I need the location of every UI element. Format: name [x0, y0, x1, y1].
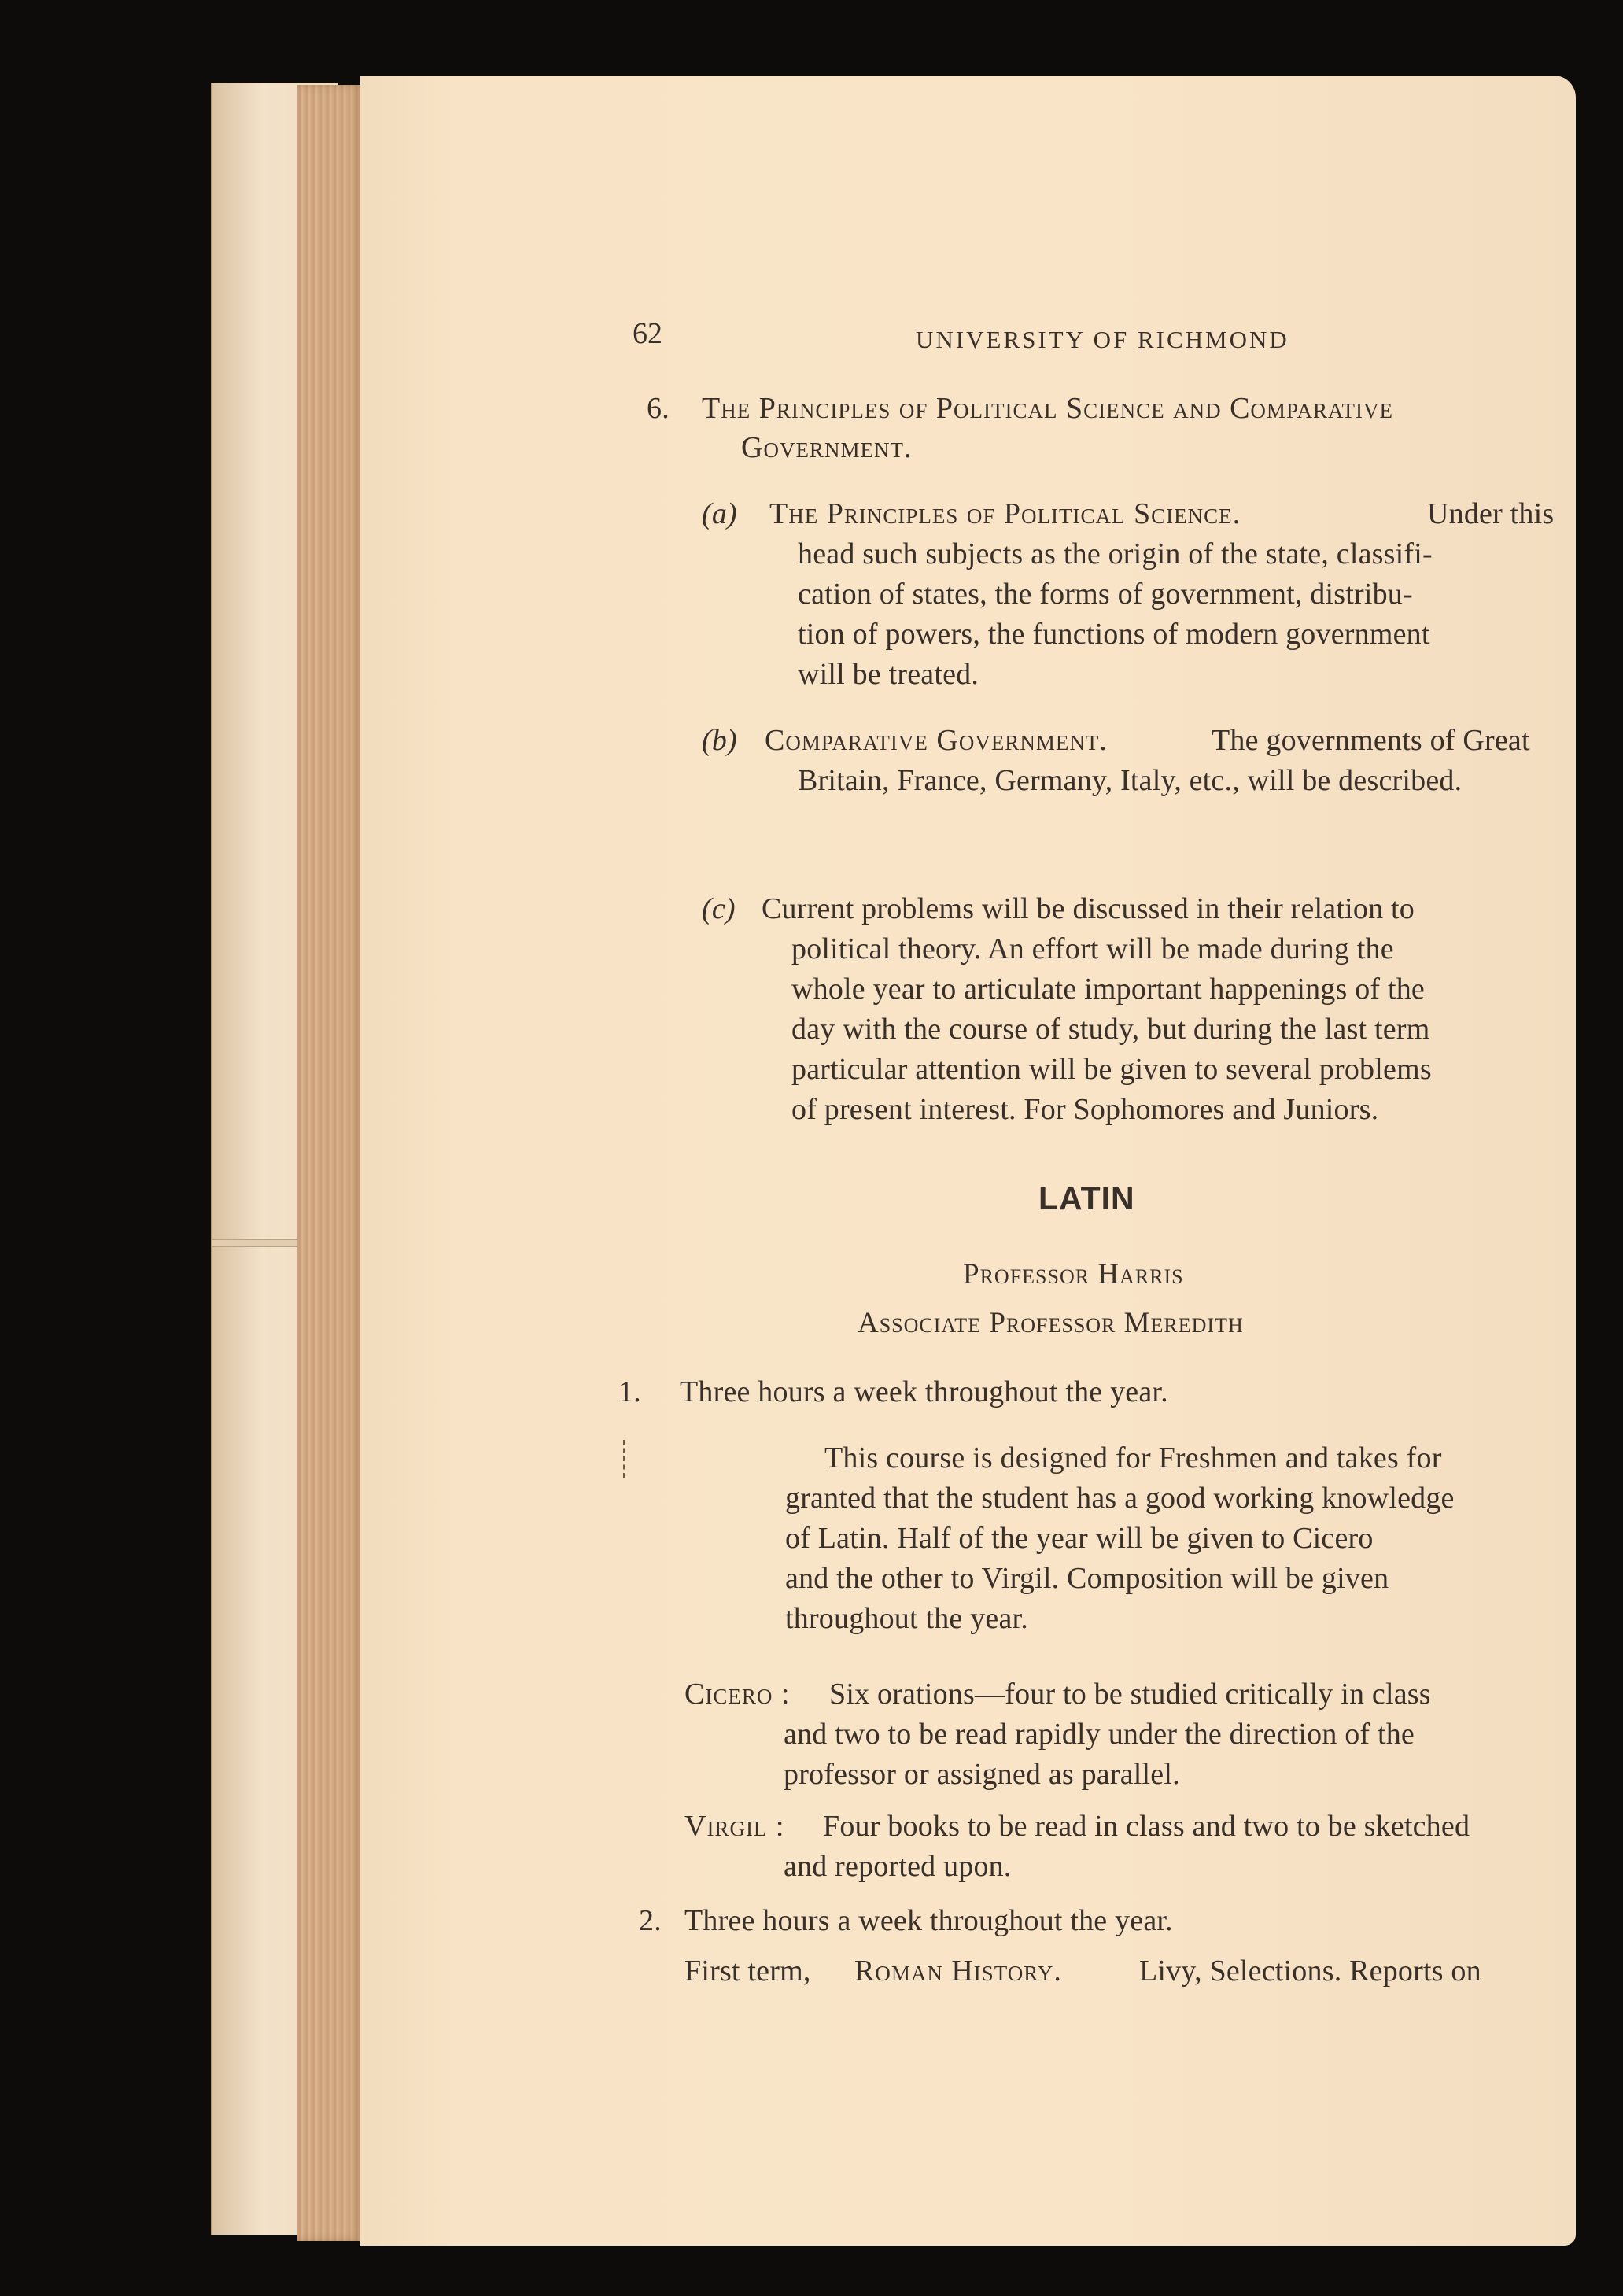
course-1-desc-line: This course is designed for Freshmen and takes for — [824, 1441, 1442, 1475]
section-heading-latin: LATIN — [1038, 1180, 1135, 1216]
course-2-first-term-rest: Livy, Selections. Reports on — [1139, 1955, 1481, 1988]
item-6-title-line2: Government. — [741, 431, 913, 464]
item-6-number: 6. — [647, 392, 669, 425]
item-6-title-line1: The Principles of Political Science and Comparative — [702, 392, 1393, 425]
course-1-title: Three hours a week throughout the year. — [680, 1375, 1168, 1408]
virgil-line: and reported upon. — [784, 1850, 1012, 1883]
subitem-a-line: head such subjects as the origin of the state, classifi- — [798, 537, 1433, 570]
subitem-c-line: whole year to articulate important happenings of the — [791, 973, 1425, 1006]
subitem-c-line: political theory. An effort will be made during the — [791, 932, 1394, 965]
course-1-desc-line: and the other to Virgil. Composition will be given — [785, 1562, 1389, 1595]
subitem-a-title: The Principles of Political Science. — [769, 497, 1241, 530]
subitem-b-marker: (b) — [702, 724, 737, 757]
subitem-b-title: Comparative Government. — [765, 724, 1108, 757]
course-2-title: Three hours a week throughout the year. — [684, 1904, 1173, 1937]
subitem-a-marker: (a) — [702, 497, 737, 530]
virgil-label: Virgil : — [684, 1810, 785, 1843]
professor-name: Professor Harris — [963, 1258, 1184, 1290]
subitem-a-line: Under this — [1427, 497, 1555, 530]
course-2-first-term-topic: Roman History. — [854, 1955, 1062, 1988]
cicero-line: professor or assigned as parallel. — [784, 1758, 1180, 1791]
subitem-c-marker: (c) — [702, 892, 736, 925]
subitem-a-line: tion of powers, the functions of modern government — [798, 618, 1430, 651]
course-1-number: 1. — [618, 1375, 641, 1408]
subitem-c-line: Current problems will be discussed in their relation to — [762, 892, 1415, 925]
subitem-a-line: will be treated. — [798, 658, 979, 691]
subitem-a-line: cation of states, the forms of government, distribu- — [798, 578, 1413, 611]
page-number: 62 — [633, 317, 662, 350]
associate-professor-name: Associate Professor Meredith — [858, 1307, 1244, 1339]
cicero-line: and two to be read rapidly under the direction of the — [784, 1718, 1415, 1751]
subitem-c-line: particular attention will be given to several problems — [791, 1053, 1432, 1086]
cicero-label: Cicero : — [684, 1678, 791, 1711]
course-1-desc-line: of Latin. Half of the year will be given to Cicero — [785, 1522, 1374, 1555]
subitem-b-line: Britain, France, Germany, Italy, etc., will be described. — [798, 764, 1463, 797]
subitem-b-line: The governments of Great — [1212, 724, 1530, 757]
page-edges — [297, 85, 362, 2241]
subitem-c-line: day with the course of study, but during the last term — [791, 1013, 1430, 1046]
running-title: UNIVERSITY OF RICHMOND — [916, 326, 1289, 353]
margin-pencil-mark — [623, 1440, 627, 1478]
subitem-c-line: of present interest. For Sophomores and Juniors. — [791, 1093, 1379, 1126]
course-1-desc-line: throughout the year. — [785, 1602, 1028, 1635]
course-2-number: 2. — [639, 1904, 662, 1937]
virgil-line: Four books to be read in class and two to be sketched — [823, 1810, 1470, 1843]
cicero-line: Six orations—four to be studied critically in class — [829, 1678, 1431, 1711]
course-2-first-term-prefix: First term, — [684, 1955, 811, 1988]
course-1-desc-line: granted that the student has a good working knowledge — [785, 1482, 1455, 1515]
book-page — [360, 76, 1576, 2246]
